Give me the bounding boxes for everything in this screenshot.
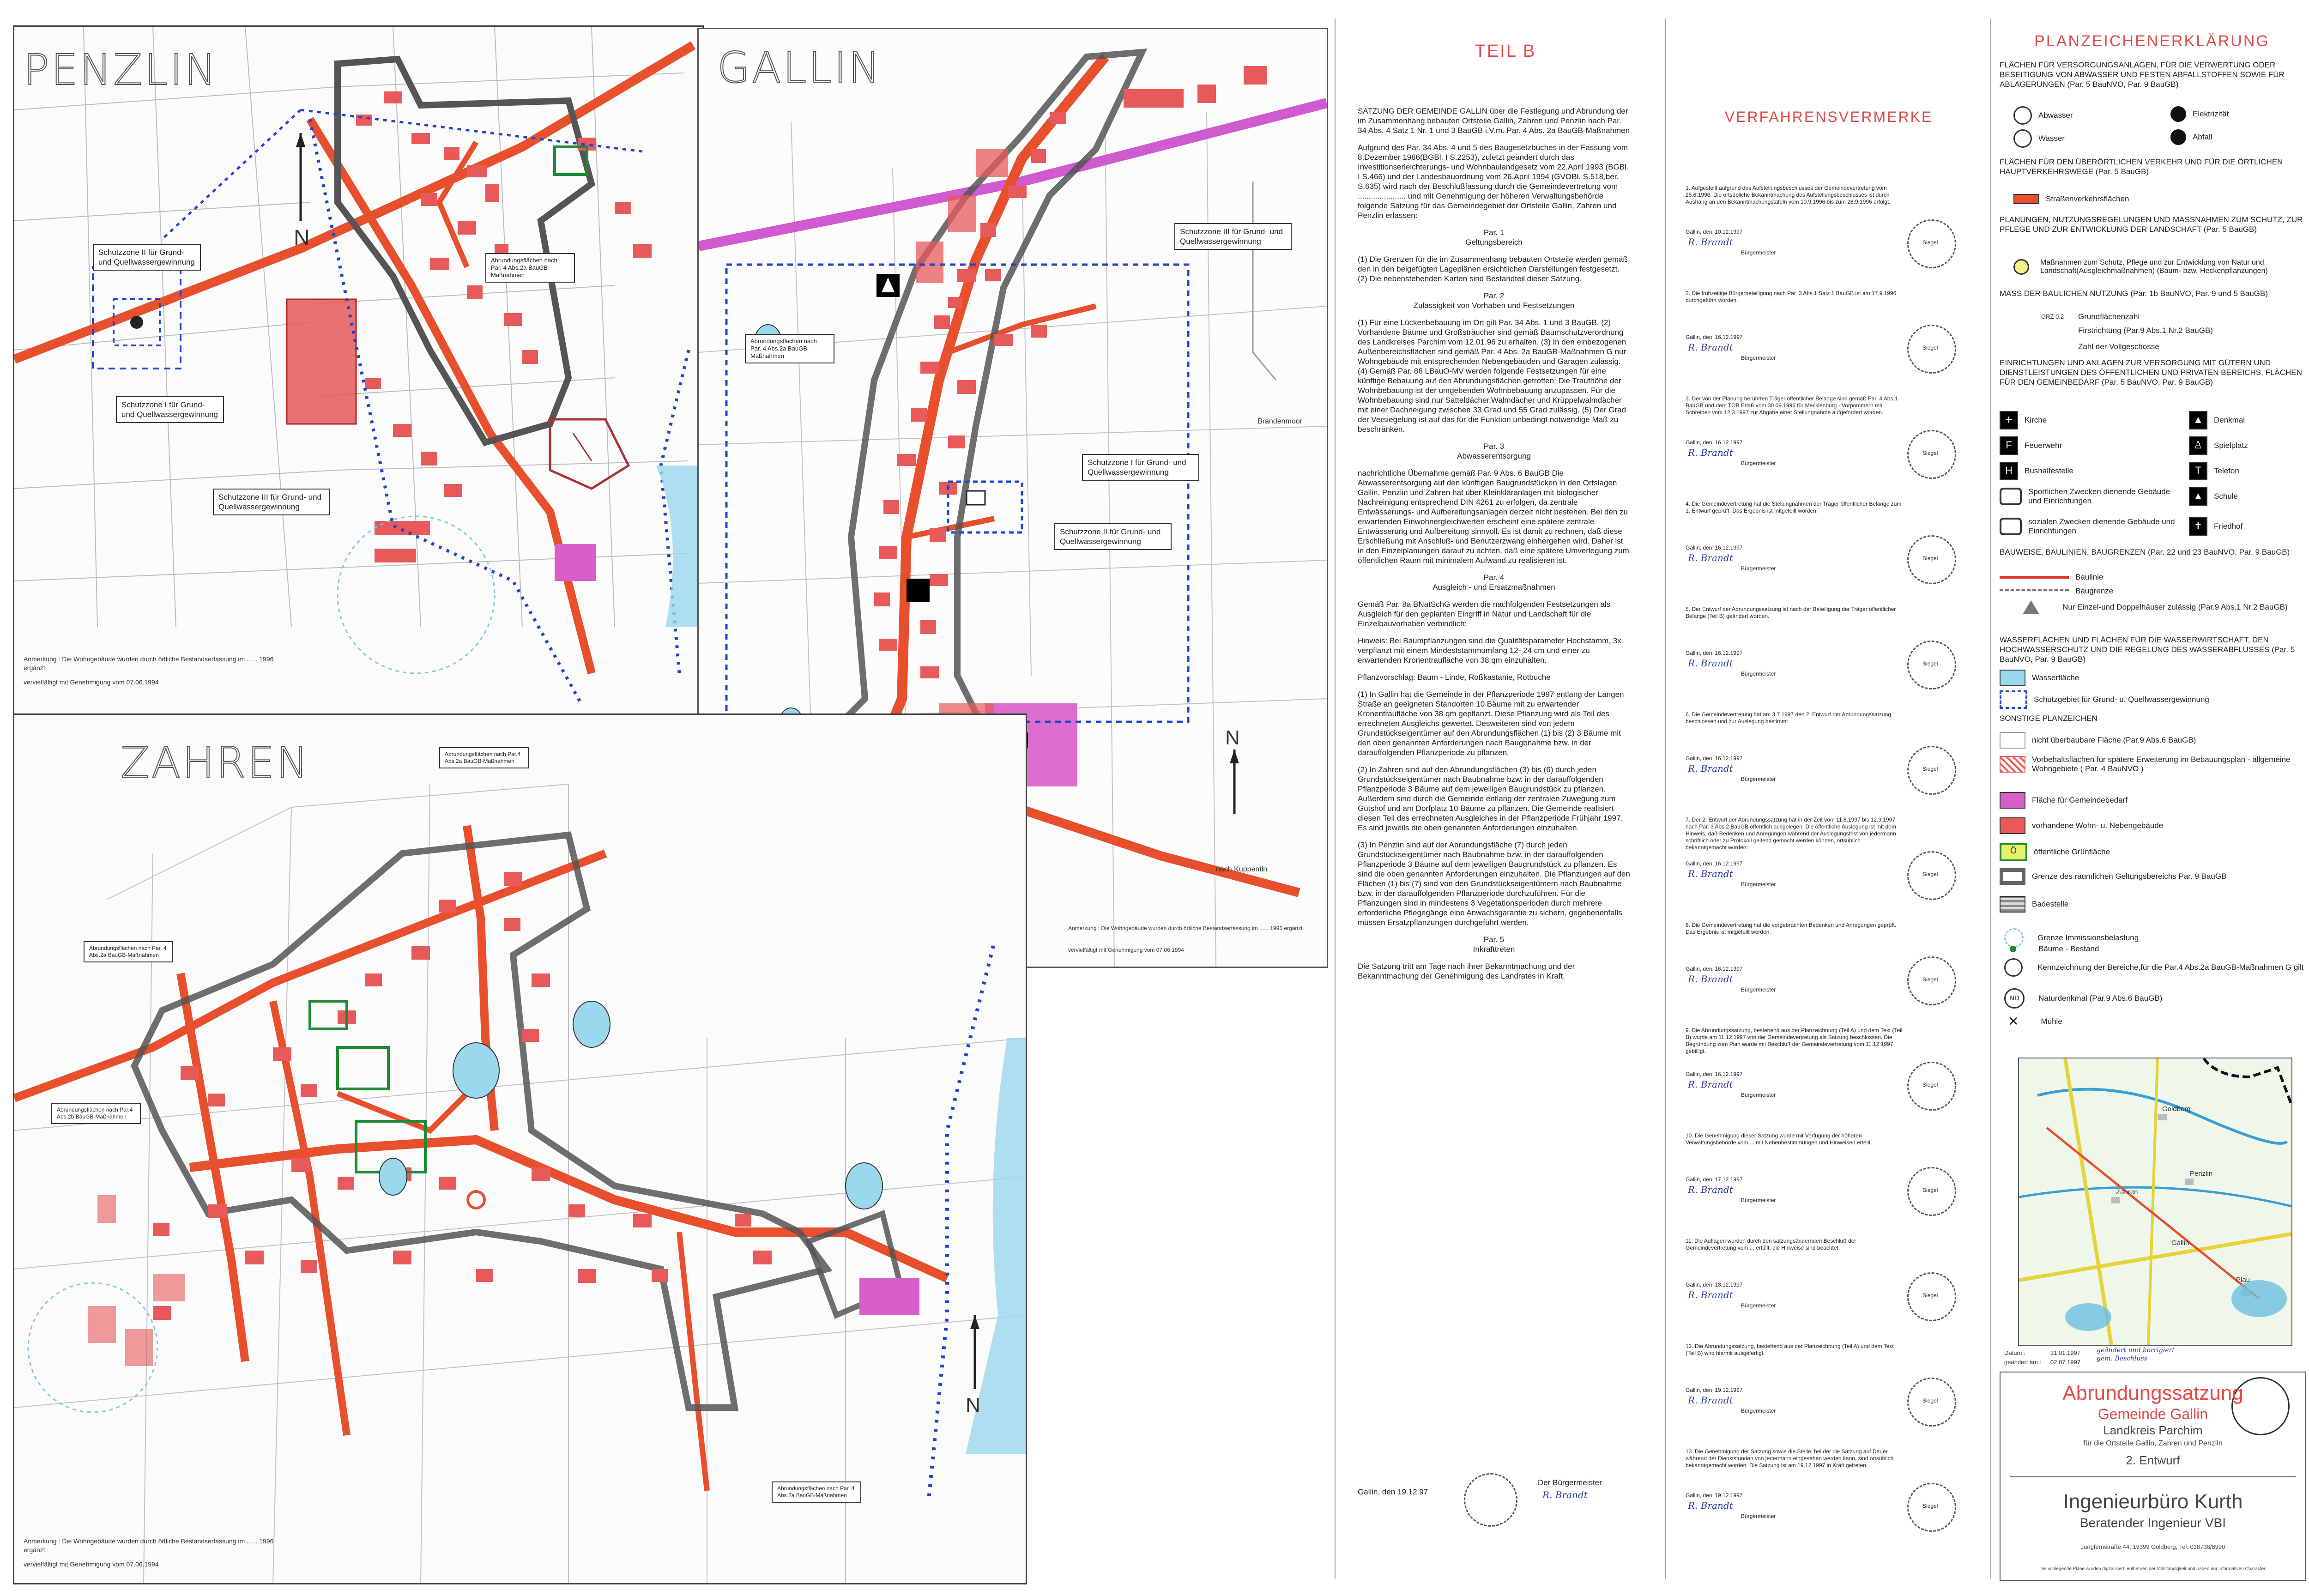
verfahren-signature: R. Brandt bbox=[1688, 658, 1733, 669]
title-block bbox=[2000, 1372, 2306, 1581]
teil-b-title: TEIL B bbox=[1475, 42, 1536, 61]
verfahren-item: 12. Die Abrundungssatzung, bestehend aus der Planzeichnung (Teil A) und dem Text (Teil B) wird hiermit ausgefertigt. bbox=[1686, 1343, 1894, 1356]
verfahren-seal-label: Siegel bbox=[1922, 1397, 1938, 1404]
verfahren-signer: Bürgermeister bbox=[1741, 1513, 1776, 1519]
penzlin-north-label: N bbox=[294, 226, 310, 250]
par4-text: Gemäß Par. 8a BNatSchG werden die nachfolgenden Festsetzungen als Ausgleich für den geplanten Eingriff in Natur und Landschaft für die Einzelbauvorhaben verbindlich: bbox=[1358, 600, 1611, 628]
gruenflaeche-swatch: Ö bbox=[2000, 843, 2027, 861]
par2-text: (1) Für eine Lückenbebauung im Ort gilt Par. 34 Abs. 1 und 3 BauGB. (2) Vorhandene Bäume und Großsträucher sind gemäß Baumschutzverordnung des Landkreises Parchim vom 12.01.96 zu erhalten. (3) In den einbezogenen Außenbereichsflächen sind gemäß Par. 4 Abs. 2a BauGB-Maßnahmen G nur Wohngebäude mit entsprechenden Nebengebäuden und Garagen zulässig. (4) Gemäß Par. 86 LBauO-MV werden folgende Festsetzungen für eine künftige Bebauung auf den Abrundungsflächen getroffen: Die Traufhöhe der Wohnbebauung ist der umgebenden Wohnbebauung anzupassen. Für die Wohnbebauung sind nur Satteldächer,Walmdächer und Krüppelwalmdächer mit einer Dachneigung zwischen 33 Grad und 55 Grad zulässig. (5) Der Grad der Versiegelung ist auf das für die Funktion unbedingt notwendige Maß zu beschränken. bbox=[1358, 318, 1626, 434]
verfahren-date: 16.12.1997 bbox=[1715, 755, 1743, 762]
baugrenze-swatch bbox=[2000, 589, 2069, 593]
zahren-title: ZAHREN bbox=[121, 738, 310, 787]
gallin-zone-ii-label: Schutzzone II für Grund- und Quellwassergewinnung bbox=[1054, 523, 1172, 550]
title-subtitle: Gemeinde Gallin bbox=[2097, 1406, 2208, 1422]
verfahren-place-prefix: Gallin, den bbox=[1686, 1282, 1712, 1288]
legend-vorbehalt: Vorbehaltsflächen für spätere Erweiterung im Bebauungsplan - allgemeine Wohngebiete ( Par. 4 BauNVO ) bbox=[2000, 755, 2304, 774]
penzlin-zone-i-label: Schutzzone I für Grund- und Quellwassergewinnung bbox=[116, 396, 224, 423]
legend-abwasser: Abwasser bbox=[2013, 106, 2073, 125]
par3-text: nachrichtliche Übernahme gemäß Par. 9 Abs. 6 BauGB Die Abwasserentsorgung auf den künftigen Baugrundstücken in den Ortslagen Gallin, Penzlin und Zahren hat über Kleinkläranlagen mit biologischer Nachreinigung entsprechend DIN 4261 zu erfolgen, da zentrale Entwässerungs- und Aufbereitungsanlagen derzeit nicht bestehen. Bei den zu erwartenden Einwohnergleichwerten erscheint eine spätere zentrale Entwässerung und Aufbereitung sinnvoll. Es ist damit zu rechnen, daß diese Erschließung mit Anschluß- und Benutzerzwang einhergehen wird. Daher ist in den Einzelplanungen darauf zu achten, daß eine spätere Umverlegung zum öffentlichen Raum mit minimalem Aufwand zu realisieren ist. bbox=[1358, 469, 1629, 565]
legend-sport: Sportlichen Zwecken dienende Gebäude und Einrichtungen bbox=[2000, 487, 2184, 506]
verfahren-signer: Bürgermeister bbox=[1741, 565, 1776, 572]
locator-map bbox=[2018, 1058, 2292, 1346]
teil-b-signer: Der Bürgermeister bbox=[1538, 1478, 1602, 1487]
mill-icon: ✕ bbox=[2008, 1014, 2019, 1028]
verfahren-seal-label: Siegel bbox=[1922, 660, 1938, 667]
verfahren-place-prefix: Gallin, den bbox=[1686, 966, 1712, 972]
abfall-icon bbox=[2170, 129, 2186, 145]
legend-nicht-ueberbaubar: nicht überbaubare Fläche (Par.9 Abs.6 BauGB) bbox=[2000, 732, 2196, 749]
verfahren-signature: R. Brandt bbox=[1688, 1079, 1733, 1090]
legend-elektrizitaet: Elektrizität bbox=[2170, 106, 2229, 122]
verfahren-signature: R. Brandt bbox=[1688, 342, 1733, 353]
vorhanden-swatch bbox=[2000, 817, 2025, 834]
zahren-map-drawing bbox=[14, 715, 1026, 1583]
legend-bushaltestelle: H Bushaltestelle bbox=[2000, 462, 2073, 480]
par4-sub: Ausgleich - und Ersatzmaßnahmen bbox=[1433, 583, 1555, 592]
verfahren-date: 16.12.1997 bbox=[1715, 544, 1743, 551]
legend-telefon: T Telefon bbox=[2189, 462, 2239, 480]
legend-sec3: PLANUNGEN, NUTZUNGSREGELUNGEN UND MASSNAHMEN ZUM SCHUTZ, ZUR PFLEGE UND ZUR ENTWICKLUNG DER LANDSCHAFT (Par. 5 BauGB) bbox=[2000, 215, 2303, 234]
title-main: Abrundungssatzung bbox=[2062, 1382, 2243, 1404]
gallin-zone-iii-label: Schutzzone III für Grund- und Quellwassergewinnung bbox=[1174, 223, 1292, 250]
legend-denkmal: ▲ Denkmal bbox=[2189, 411, 2245, 429]
verfahren-place-prefix: Gallin, den bbox=[1686, 650, 1712, 656]
penzlin-abrundung-label: Abrundungsflächen nach Par. 4 Abs.2a BauGB-Maßnahmen bbox=[485, 253, 575, 283]
legend-vorhanden: vorhandene Wohn- u. Nebengebäude bbox=[2000, 817, 2163, 834]
verfahren-signer: Bürgermeister bbox=[1741, 776, 1776, 782]
gallin-north-label: N bbox=[1225, 726, 1240, 749]
legend-wasserflaeche: Wasserfläche bbox=[2000, 670, 2079, 686]
title-office: Ingenieurbüro Kurth bbox=[2063, 1490, 2243, 1513]
verfahren-place-date bbox=[1686, 860, 1824, 867]
teil-b-body bbox=[1358, 106, 1630, 988]
verfahren-place-date bbox=[1686, 229, 1824, 236]
legend-baeume: Bäume - Bestand bbox=[2000, 944, 2099, 954]
legend-sec6: BAUWEISE, BAULINIEN, BAUGRENZEN (Par. 22 und 23 BauNVO, Par. 9 BauGB) bbox=[2000, 548, 2290, 556]
verfahren-item: 10. Die Genehmigung dieser Satzung wurde mit Verfügung der höheren Verwaltungsbehörde vom ... mit Nebenbestimmungen und Hinweisen erteilt. bbox=[1686, 1132, 1872, 1146]
verfahren-signature: R. Brandt bbox=[1688, 1500, 1733, 1511]
verfahren-seal-label: Siegel bbox=[1922, 1503, 1938, 1509]
legend-gruenflaeche: Ö öffentliche Grünfläche bbox=[2000, 843, 2110, 861]
par5-sub: Inkrafttreten bbox=[1473, 945, 1515, 954]
verfahren-signer: Bürgermeister bbox=[1741, 460, 1776, 466]
legend-gemeinbedarf: Fläche für Gemeindebedarf bbox=[2000, 792, 2128, 809]
verfahren-place-prefix: Gallin, den bbox=[1686, 439, 1712, 446]
verfahren-place-prefix: Gallin, den bbox=[1686, 544, 1712, 551]
verfahren-seal-label: Siegel bbox=[1922, 1292, 1938, 1299]
verfahren-date: 10.12.1997 bbox=[1715, 229, 1743, 235]
verfahren-item: 8. Die Gemeindevertretung hat die vorgebrachten Bedenken und Anregungen geprüft. Das Ergebnis ist mitgeteilt worden. bbox=[1686, 922, 1897, 935]
teil-b-seal bbox=[1464, 1473, 1517, 1527]
par4-hinweis: Hinweis: Bei Baumpflanzungen sind die Qualitätsparameter Hochstamm, 3x verpflanzt mit einem Mindeststammumfang 12- 24 cm und einer zu erwartenden Kronentraufläche von 38 qm einzuhalten. bbox=[1358, 636, 1621, 665]
verfahren-signature: R. Brandt bbox=[1688, 1395, 1733, 1406]
social-icon bbox=[2000, 518, 2022, 535]
verfahren-signer: Bürgermeister bbox=[1741, 1408, 1776, 1414]
verfahren-date: 19.12.1997 bbox=[1715, 1492, 1743, 1499]
geaendert-label: geändert am : bbox=[2004, 1359, 2042, 1366]
playground-icon: ♙ bbox=[2189, 436, 2207, 455]
verfahren-seal-label: Siegel bbox=[1922, 976, 1938, 983]
gallin-abrundung-label: Abrundungsflächen nach Par. 4 Abs.2a BauGB-Maßnahmen bbox=[745, 334, 834, 363]
legend-sec4: MASS DER BAULICHEN NUTZUNG (Par. 1b BauNVO, Par. 9 und 5 BauGB) bbox=[2000, 289, 2268, 298]
tree-icon bbox=[2010, 946, 2016, 952]
verfahren-date: 18.12.1997 bbox=[1715, 1282, 1743, 1288]
verfahren-place-date bbox=[1686, 755, 1824, 762]
church-icon: + bbox=[2000, 411, 2018, 429]
par4-item-2: (2) In Zahren sind auf den Abrundungsflächen (3) bis (6) durch jeden Grundstückseigentümer nach Baubnahme bzw. in der darauffolgenden Pflanzperiode 3 Bäume auf dem jeweiligen Baugrundstück zu pflanzen. Außerdem sind durch die Gemeinde entlang der zentralen Zuwegung zum Gutshof und am Dorfplatz 10 Bäume zu pflanzen. Die Gemeinde realisiert diesen Teil des errechneten Ausgleiches in der Pflanzperiode Frühjahr 1997. Es sind jeweils die oben genannten Anforderungen einzuhalten. bbox=[1358, 765, 1623, 832]
gemeinbedarf-swatch bbox=[2000, 792, 2025, 809]
naturdenkmal-icon: ND bbox=[2004, 988, 2025, 1009]
verfahren-date: 16.12.1997 bbox=[1715, 439, 1743, 446]
verfahren-signature: R. Brandt bbox=[1688, 763, 1733, 774]
verfahren-signer: Bürgermeister bbox=[1741, 1092, 1776, 1098]
map-penzlin bbox=[13, 25, 704, 716]
legend-baugrenze: Baugrenze bbox=[2000, 586, 2113, 596]
par5-title: Par. 5 bbox=[1483, 935, 1505, 944]
strassen-swatch bbox=[2013, 194, 2039, 204]
datum-label: Datum : bbox=[2004, 1349, 2025, 1356]
verfahren-date: 16.12.1997 bbox=[1715, 860, 1743, 867]
monument-icon: ▲ bbox=[2189, 411, 2207, 429]
wasser-icon bbox=[2013, 129, 2032, 148]
penzlin-map-drawing bbox=[14, 27, 702, 715]
legend-sec2: FLÄCHEN FÜR DEN ÜBERÖRTLICHEN VERKEHR UND FÜR DIE ÖRTLICHEN HAUPTVERKEHRSWEGE (Par. 5 BauGB) bbox=[2000, 157, 2283, 176]
grenze-swatch bbox=[2000, 868, 2025, 885]
gallin-note: Anmerkung : Die Wohngebäude wurden durch örtliche Bestandserfassung im ...... 1996 ergänzt. bbox=[1068, 925, 1304, 931]
school-icon: ▲ bbox=[2189, 487, 2207, 506]
geaendert-value: 02.07.1997 bbox=[2050, 1359, 2081, 1366]
divider-2 bbox=[1665, 18, 1666, 1579]
legend-grundflaechenzahl: Grundflächenzahl bbox=[2078, 312, 2140, 321]
title-office-sub: Beratender Ingenieur VBI bbox=[2080, 1516, 2226, 1530]
legend-sec5: EINRICHTUNGEN UND ANLAGEN ZUR VERSORGUNG MIT GÜTERN UND DIENSTLEISTUNGEN DES ÖFFENTLICHEN UND PRIVATEN BEREICHS, FLÄCHEN FÜR DEN GEMEINBEDARF (Par. 5 BauNVO, Par. 9 BauGB) bbox=[2000, 358, 2302, 387]
verfahren-place-prefix: Gallin, den bbox=[1686, 1492, 1712, 1499]
legend-sec8: SONSTIGE PLANZEICHEN bbox=[2000, 714, 2097, 723]
verfahren-signature: R. Brandt bbox=[1688, 552, 1733, 563]
baulinie-swatch bbox=[2000, 576, 2069, 579]
legend-sec1: FLÄCHEN FÜR VERSORGUNGSANLAGEN, FÜR DIE VERWERTUNG ODER BESEITIGUNG VON ABWASSER UND FESTEN ABFALLSTOFFEN SOWIE FÜR ABLAGERUNGEN (Par. 5 BauNVO, Par. 9 BauGB) bbox=[2000, 60, 2285, 89]
verfahren-seal-label: Siegel bbox=[1922, 1187, 1938, 1193]
tree-circle-icon bbox=[2013, 259, 2029, 275]
verfahren-item: 9. Die Abrundungssatzung, bestehend aus der Planzeichnung (Teil A) und dem Text (Teil B) wurde am 11.12.1997 von der Gemeindevertretung als Satzung beschlossen. Die Begründung zum Plan wurde mit Beschluß der Gemeindevertretung vom 11.12.1997 gebilligt. bbox=[1686, 1027, 1903, 1054]
legend-muehle: ✕ Mühle bbox=[2008, 1014, 2062, 1028]
verfahren-place-prefix: Gallin, den bbox=[1686, 860, 1712, 867]
teil-b-intro: SATZUNG DER GEMEINDE GALLIN über die Festlegung und Abrundung der im Zusammenhang bebauten Ortsteile Gallin, Zahren und Penzlin nach Par. 34 Abs. 4 Satz 1 Nr. 1 und 3 BauGB i.V.m. Par. 4 Abs. 2a BauGB-Maßnahmen bbox=[1358, 107, 1630, 135]
par4-pflanz: Pflanzvorschlag: Baum - Linde, Roßkastanie, Rotbuche bbox=[1358, 673, 1551, 682]
locator-map-drawing bbox=[2019, 1058, 2291, 1345]
verfahren-place-date bbox=[1686, 1492, 1824, 1499]
legend-grz: GRZ 0.2 bbox=[2041, 313, 2064, 320]
verfahren-signature: R. Brandt bbox=[1688, 236, 1733, 248]
verfahren-item: 6. Die Gemeindevertretung hat am 3.7.1997 den 2. Entwurf der Abrundungssatzung beschlossen und zur Auslegung bestimmt. bbox=[1686, 711, 1891, 725]
legend-title: PLANZEICHENERKLÄRUNG bbox=[2034, 32, 2270, 50]
legend-immission: Grenze Immissionsbelastung bbox=[2000, 928, 2139, 948]
gallin-road-label: nach Kuppentin bbox=[1216, 865, 1268, 873]
verfahren-signer: Bürgermeister bbox=[1741, 1302, 1776, 1309]
penzlin-title: PENZLIN bbox=[24, 45, 218, 95]
verfahren-item: 11. Die Auflagen wurden durch den satzungsändernden Beschluß der Gemeindevertretung vom ... erfüllt, die Hinweise sind beachtet. bbox=[1686, 1238, 1856, 1251]
legend-spielplatz: ♙ Spielplatz bbox=[2189, 436, 2248, 455]
verfahren-place-prefix: Gallin, den bbox=[1686, 1387, 1712, 1393]
teil-b-place-date: Gallin, den 19.12.97 bbox=[1358, 1487, 1428, 1496]
verfahren-date: 17.12.1997 bbox=[1715, 1176, 1743, 1183]
legend-grenze: Grenze des räumlichen Geltungsbereichs Par. 9 BauGB bbox=[2000, 868, 2304, 885]
teil-b-preamble: Aufgrund des Par. 34 Abs. 4 und 5 des Baugesetzbuches in der Fassung vom 8.Dezember 1986(BGBl. I S.2253), zuletzt geändert durch das Investitionserleichterungs- und Wohnbaulandgesetz vom 22.April 1993 (BGBl. I S.466) und der Landesbauordnung vom 26.April 1994 (GVOBl. S.518,ber. S.635) wird nach der Beschlußfassung durch die Gemeindevertretung vom ...................... und mit Genehmigung der höheren Verwaltungsbehörde folgende Satzung für das Gemeindegebiet der Ortsteile Gallin, Zahren und Penzlin erlassen: bbox=[1358, 143, 1629, 220]
legend-firstrichtung: Firstrichtung (Par.9 Abs.1 Nr.2 BauGB) bbox=[2078, 326, 2213, 335]
gallin-copy-note: vervielfältigt mit Genehmigung vom 07.06.1994 bbox=[1068, 947, 1184, 953]
par4-title: Par. 4 bbox=[1483, 573, 1505, 582]
penzlin-zone-iii-label: Schutzzone III für Grund- und Quellwassergewinnung bbox=[213, 489, 330, 515]
legend-sec7: WASSERFLÄCHEN UND FLÄCHEN FÜR DIE WASSERWIRTSCHAFT, DEN HOCHWASSERSCHUTZ UND DIE REGELUNG DES WASSERABFLUSSES (Par. 5 BauNVO, Par. 9 BauGB) bbox=[2000, 635, 2295, 664]
verfahren-signer: Bürgermeister bbox=[1741, 986, 1776, 993]
zahren-abrundung-label-4: Abrundungsflächen nach Par. 4 Abs.2a BauGB-Maßnahmen bbox=[772, 1481, 861, 1503]
badestelle-swatch bbox=[2000, 896, 2025, 913]
verfahren-seal-label: Siegel bbox=[1922, 345, 1938, 351]
locator-place-5: Plau bbox=[2236, 1276, 2250, 1284]
protection-swatch bbox=[2000, 690, 2027, 709]
verfahren-signer: Bürgermeister bbox=[1741, 249, 1776, 256]
par2-title: Par. 2 bbox=[1483, 291, 1505, 300]
verfahren-place-prefix: Gallin, den bbox=[1686, 1071, 1712, 1077]
legend-baulinie: Baulinie bbox=[2000, 573, 2103, 582]
title-address: Jungfernstraße 44, 19399 Goldberg, Tel. 038736/8990 bbox=[2080, 1543, 2225, 1550]
penzlin-zone-ii-label: Schutzzone II für Grund- und Quellwassergewinnung bbox=[93, 244, 201, 271]
legend-schutzgebiet: Schutzgebiet für Grund- u. Quellwassergewinnung bbox=[2000, 690, 2209, 709]
verfahren-place-date bbox=[1686, 439, 1824, 446]
verfahren-item: 5. Der Entwurf der Abrundungssatzung ist nach der Beteiligung der Träger öffentlicher Belange (Teil B) geändert worden. bbox=[1686, 606, 1896, 619]
teil-b-signature: R. Brandt bbox=[1542, 1489, 1588, 1500]
gallin-place-label: Brandenmoor bbox=[1257, 417, 1302, 425]
legend-einzel: Nur Einzel-und Doppelhäuser zulässig (Par.9 Abs.1 Nr.2 BauGB) bbox=[2000, 600, 2304, 614]
verfahren-signature: R. Brandt bbox=[1688, 1289, 1733, 1300]
verfahren-seal-label: Siegel bbox=[1922, 1082, 1938, 1088]
title-entwurf: 2. Entwurf bbox=[2126, 1453, 2180, 1467]
verfahren-place-prefix: Gallin, den bbox=[1686, 229, 1712, 235]
verfahren-place-date bbox=[1686, 966, 1824, 973]
divider-1 bbox=[1335, 18, 1336, 1579]
verfahren-item: 1. Aufgestellt aufgrund des Aufstellungsbeschlusses der Gemeindevertretung vom 25.6.1996. Die ortsübliche Bekanntmachung des Aufstellungsbeschlusses ist durch Aushang an den Bekanntmachungstafeln vom 10.9.1996 bis zum 28.9.1996 erfolgt. bbox=[1686, 185, 1891, 205]
legend-massnahmen: Maßnahmen zum Schutz, Pflege und zur Entwicklung von Natur und Landschaft(Ausgleichmaßnahmen) (Baum- bzw. Heckenpflanzungen) bbox=[2013, 259, 2300, 275]
legend-badestelle: Badestelle bbox=[2000, 896, 2068, 913]
datum-value: 31.01.1997 bbox=[2050, 1349, 2081, 1356]
divider-3 bbox=[1990, 18, 1991, 1579]
verfahren-date: 16.12.1997 bbox=[1715, 334, 1743, 340]
zahren-copy-note: vervielfältigt mit Genehmigung vom 07.06.1994 bbox=[24, 1560, 159, 1568]
verfahren-signer: Bürgermeister bbox=[1741, 1197, 1776, 1203]
legend-sozial: sozialen Zwecken dienende Gebäude und Einrichtungen bbox=[2000, 517, 2184, 536]
locator-place-1: Goldberg bbox=[2162, 1105, 2191, 1113]
verfahren-place-date bbox=[1686, 1282, 1824, 1288]
verfahren-place-date bbox=[1686, 650, 1824, 657]
zahren-abrundung-label-2: Abrundungsflächen nach Par.4 Abs.2a BauGB-Maßnahmen bbox=[439, 747, 529, 768]
kennzeichnung-icon bbox=[2004, 958, 2023, 977]
verfahren-item: 13. Die Genehmigung der Satzung sowie die Stelle, bei der die Satzung auf Dauer während der Dienststunden von jedermann eingesehen werden kann, sind ortsüblich bekanntgemacht worden. Die Satzung ist am 19.12.1997 in Kraft getreten. bbox=[1686, 1448, 1894, 1469]
water-swatch bbox=[2000, 670, 2025, 686]
verfahren-signature: R. Brandt bbox=[1688, 973, 1733, 985]
abwasser-icon bbox=[2013, 106, 2032, 125]
title-divider bbox=[2010, 1476, 2296, 1477]
legend-strassen: Straßenverkehrsflächen bbox=[2013, 194, 2129, 204]
verfahren-title: VERFAHRENSVERMERKE bbox=[1724, 109, 1933, 125]
par3-sub: Abwasserentsorgung bbox=[1457, 452, 1531, 460]
zahren-north-label: N bbox=[966, 1394, 980, 1416]
locator-place-4: Gallin bbox=[2171, 1239, 2189, 1247]
gallin-zone-i-label: Schutzzone I für Grund- und Quellwassergewinnung bbox=[1082, 454, 1199, 481]
verfahren-seal-label: Siegel bbox=[1922, 766, 1938, 772]
par4-item-1: (1) In Gallin hat die Gemeinde in der Pflanzperiode 1997 entlang der Langen Straße an geeigneten Standorten 10 Bäume mit zu erwartender Kronentraufläche von 38 qm gepflanzt. Diese Pflanzung wird als Teil des errechneten Ausgleichs gewertet. Desweiteren sind von jedem Grundstückseigentümer auf den Abrundungsflächen (1) bis (2) 3 Bäume mit den oben genannten Anforderungen nach Baugbnahme bzw. in der darauffolgenden Pflanzperiode zu pflanzen. bbox=[1358, 690, 1624, 757]
bus-stop-icon: H bbox=[2000, 462, 2018, 480]
verfahren-item: 3. Der von der Planung berührten Träger öffentlicher Belange sind gemäß Par. 4 Abs.1 BauGB und dem TÖB Erlaß vom 30.09.1996 für Mecklenburg - Vorpommern mit Schreiben vom 12.3.1997 zur Abgabe einer Stellungnahme aufgefordert worden. bbox=[1686, 395, 1898, 416]
telephone-icon: T bbox=[2189, 462, 2207, 480]
verfahren-signature: R. Brandt bbox=[1688, 1184, 1733, 1195]
par3-title: Par. 3 bbox=[1483, 442, 1505, 451]
title-district: Landkreis Parchim bbox=[2103, 1423, 2203, 1437]
map-zahren bbox=[13, 713, 1027, 1584]
zahren-note: Anmerkung : Die Wohngebäude wurden durch örtliche Bestandserfassung im ...... 1996 ergänzt. bbox=[24, 1537, 274, 1554]
verfahren-seal-label: Siegel bbox=[1922, 555, 1938, 562]
par2-sub: Zulässigkeit von Vorhaben und Festsetzungen bbox=[1413, 301, 1575, 310]
verfahren-item: 2. Die frühzeitige Bürgerbeteiligung nach Par. 3 Abs.1 Satz 1 BauGB ist am 17.9.1996 durchgeführt worden. bbox=[1686, 290, 1897, 303]
verfahren-place-date bbox=[1686, 1387, 1824, 1394]
verfahren-date: 16.12.1997 bbox=[1715, 1071, 1743, 1077]
locator-place-2: Zahren bbox=[2116, 1188, 2138, 1196]
verfahren-seal-label: Siegel bbox=[1922, 871, 1938, 877]
legend-wasser: Wasser bbox=[2013, 129, 2065, 148]
verfahren-item: 4. Die Gemeindevertretung hat die Stellungnahmen der Träger öffentlicher Belange zum 1. Entwurf geprüft. Das Ergebnis ist mitgeteilt worden. bbox=[1686, 501, 1902, 514]
datum-note: geändert und korrigiert gem. Beschluss bbox=[2097, 1347, 2175, 1362]
penzlin-note: Anmerkung : Die Wohngebäude wurden durch örtliche Bestandserfassung im ...... 1996 ergänzt bbox=[24, 655, 274, 671]
verfahren-signer: Bürgermeister bbox=[1741, 671, 1776, 677]
penzlin-copy-note: vervielfältigt mit Genehmigung vom 07.06.1994 bbox=[24, 678, 159, 686]
legend-naturdenkmal: ND Naturdenkmal (Par.9 Abs.6 BauGB) bbox=[2000, 988, 2162, 1009]
legend-kennzeichnung: Kennzeichnung der Bereiche,für die Par.4 Abs.2a BauGB-Maßnahmen G gilt bbox=[2000, 958, 2304, 977]
nicht-ueberbaubar-swatch bbox=[2000, 732, 2025, 749]
triangle-icon bbox=[2023, 600, 2039, 614]
verfahren-place-prefix: Gallin, den bbox=[1686, 755, 1712, 762]
par1-text: (1) Die Grenzen für die im Zusammenhang bebauten Ortsteile werden gemäß den in den beigefügten Lageplänen ersichtlichen Darstellungen festgesetzt. (2) Die nebenstehenden Karten sind Bestandteil dieser Satzung. bbox=[1358, 255, 1628, 283]
vorbehalt-swatch bbox=[2000, 756, 2025, 773]
verfahren-seal-label: Siegel bbox=[1922, 239, 1938, 246]
verfahren-place-date bbox=[1686, 1071, 1824, 1078]
legend-abfall: Abfall bbox=[2170, 129, 2212, 145]
fire-station-icon: F bbox=[2000, 436, 2018, 455]
sport-icon bbox=[2000, 488, 2022, 505]
verfahren-place-date bbox=[1686, 544, 1824, 551]
legend-vollgeschosse: Zahl der Vollgeschosse bbox=[2078, 342, 2159, 351]
verfahren-date: 16.12.1997 bbox=[1715, 650, 1743, 656]
elektrizitaet-icon bbox=[2170, 106, 2186, 122]
locator-place-3: Penzlin bbox=[2190, 1170, 2213, 1178]
par1-sub: Geltungsbereich bbox=[1465, 238, 1523, 247]
legend-friedhof: ✝ Friedhof bbox=[2189, 517, 2243, 536]
verfahren-signature: R. Brandt bbox=[1688, 447, 1733, 458]
par4-item-3: (3) In Penzlin sind auf der Abrundungsfläche (7) durch jeden Grundstückseigentümer nach Baubnahme bzw. in der darauffolgenden Pflanzperiode 3 Bäume auf dem jeweiligen Baugrundstück zu pflanzen. Es sind die oben genannten Anforderungen einzuhalten. Die Pflanzungen auf den Flächen (1) bis (7) sind von den Grundstückseigentümern nach Baubnahme bzw. in der darauffolgenden Pflanzperiode durchzuführen. Für die Pflanzungen sind in mindestens 3 Vegetationsperioden durch mehrere erforderliche Pflegegänge eine Anwachsgarantie zu sichern, gegebenenfalls müssen Ersatzpflanzungen durchgeführt werden. bbox=[1358, 840, 1630, 927]
verfahren-date: 19.12.1997 bbox=[1715, 1387, 1743, 1393]
zahren-abrundung-label-3: Abrundungsflächen nach Par.4 Abs.2b BauGB-Maßnahmen bbox=[51, 1103, 141, 1124]
verfahren-place-date bbox=[1686, 1176, 1824, 1183]
verfahren-place-prefix: Gallin, den bbox=[1686, 334, 1712, 340]
verfahren-signer: Bürgermeister bbox=[1741, 881, 1776, 888]
verfahren-signer: Bürgermeister bbox=[1741, 355, 1776, 361]
verfahren-item: 7. Der 2. Entwurf der Abrundungssatzung hat in der Zeit vom 11.8.1997 bis 12.9.1997 nach Par. 3 Abs.2 BauGB öffentlich ausgelegen. Die öffentliche Auslegung ist mit dem Hinweis, daß Bedenken und Anregungen während der Auslegungsfrist von jedermann schriftlich oder zu Protokoll geltend gemacht werden können, ortsüblich bekanntgemacht worden. bbox=[1686, 816, 1896, 851]
verfahren-place-prefix: Gallin, den bbox=[1686, 1176, 1712, 1183]
zahren-abrundung-label-1: Abrundungsflächen nach Par. 4 Abs.2a BauGB-Maßnahmen bbox=[84, 941, 173, 962]
cemetery-icon: ✝ bbox=[2189, 517, 2207, 536]
verfahren-place-date bbox=[1686, 334, 1824, 341]
verfahren-seal-label: Siegel bbox=[1922, 450, 1938, 456]
legend-feuerwehr: F Feuerwehr bbox=[2000, 436, 2062, 455]
verfahren-date: 16.12.1997 bbox=[1715, 966, 1743, 972]
title-footer: Die vorliegende Pläne wurden digitalisiert, entbehren der Vollständigkeit und haben nur informativen Charakter. bbox=[2039, 1566, 2267, 1572]
par5-text: Die Satzung tritt am Tage nach ihrer Bekanntmachung und der Bekanntmachung der Genehmigung des Landrates in Kraft. bbox=[1358, 962, 1575, 980]
title-ortsteile: für die Ortsteile Gallin, Zahren und Penzlin bbox=[2083, 1439, 2223, 1447]
legend-schule: ▲ Schule bbox=[2189, 487, 2238, 506]
legend-kirche: + Kirche bbox=[2000, 411, 2047, 429]
gallin-title: GALLIN bbox=[717, 43, 882, 92]
verfahren-signature: R. Brandt bbox=[1688, 868, 1733, 879]
par1-title: Par. 1 bbox=[1483, 228, 1505, 237]
